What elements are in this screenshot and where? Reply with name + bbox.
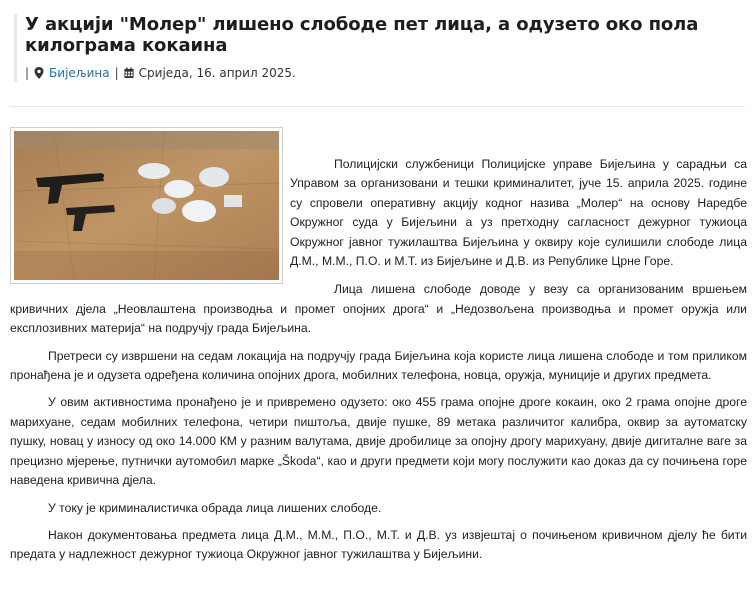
- meta-separator: |: [25, 66, 30, 80]
- article-title: У акцији "Молер" лишено слободе пет лица, а одузето око пола килограма кокаина: [25, 14, 699, 56]
- article-paragraph: Полицијски службеници Полицијске управе Бијељина у сарадњи са Управом за организовани и тешки криминалитет, јуче 15. априла 2025. године су спровели оперативну акцију кодног назива „Молер“ на основу Наредбе Окружног суда у Бијељини а уз претходну сагласност дежурног тужиоца Окружног јавног тужилаштва Бијељина у оквиру које сулишили слободе лица Д.М., М.М., П.О. и М.Т. из Бијељине и Д.В. из Републике Црне Горе.: [290, 157, 747, 269]
- article-paragraph: Претреси су извршени на седам локација на подручју града Бијељина која користе лица лишена слободе и том приликом пронађена је и одузета одређена количина опојних дрога, мобилних телефона, новца, оружја, муниције и других предмета.: [10, 348, 747, 383]
- article-paragraph: У овим активностима пронађено је и привремено одузето: око 455 грама опојне дроге кокаин, око 2 грама опојне дроге марихуане, седам мобилних телефона, четири пиштоља, двије пушке, 89 метака различитог калибра, оквир за аутоматску пушку, новац у износу од око 14.000 КМ у разним валутама, двије дробилице за опојну дрогу марихуану, двије дигиталне ваге за прецизно мјерење, путнички аутомобил марке „Škoda“, као и други предмети који могу послужити као доказ да су почињена горе наведена кривична дјела.: [10, 395, 747, 488]
- meta-separator: |: [114, 66, 119, 80]
- article-paragraph: У току је криминалистичка обрада лица лишених слободе.: [48, 500, 382, 515]
- article-paragraph: Након документовања предмета лица Д.М., М.М., П.О., М.Т. и Д.В. уз извјештај о почињеном кривичном дјелу ће бити предата у надлежност дежурног тужиоца Окружног јавног тужилаштва у Бијељини.: [10, 527, 747, 562]
- map-marker-icon: [34, 67, 44, 79]
- article-header: [14, 14, 753, 82]
- article-paragraph: Лица лишена слободе доводе у везу са организованим вршењем кривичних дјела „Неовлаштена производња и промет опојних дрога“ и „Недозвољена производња и промет оружја или експлозивних материја“ на подручју града Бијељина.: [10, 282, 747, 336]
- article-body: [10, 155, 747, 565]
- location-link[interactable]: Бијељина: [49, 66, 110, 80]
- header-divider: [10, 106, 745, 107]
- article-meta: [25, 64, 753, 82]
- publish-date: Сриједа, 16. април 2025.: [138, 66, 296, 80]
- calendar-icon: [124, 67, 134, 79]
